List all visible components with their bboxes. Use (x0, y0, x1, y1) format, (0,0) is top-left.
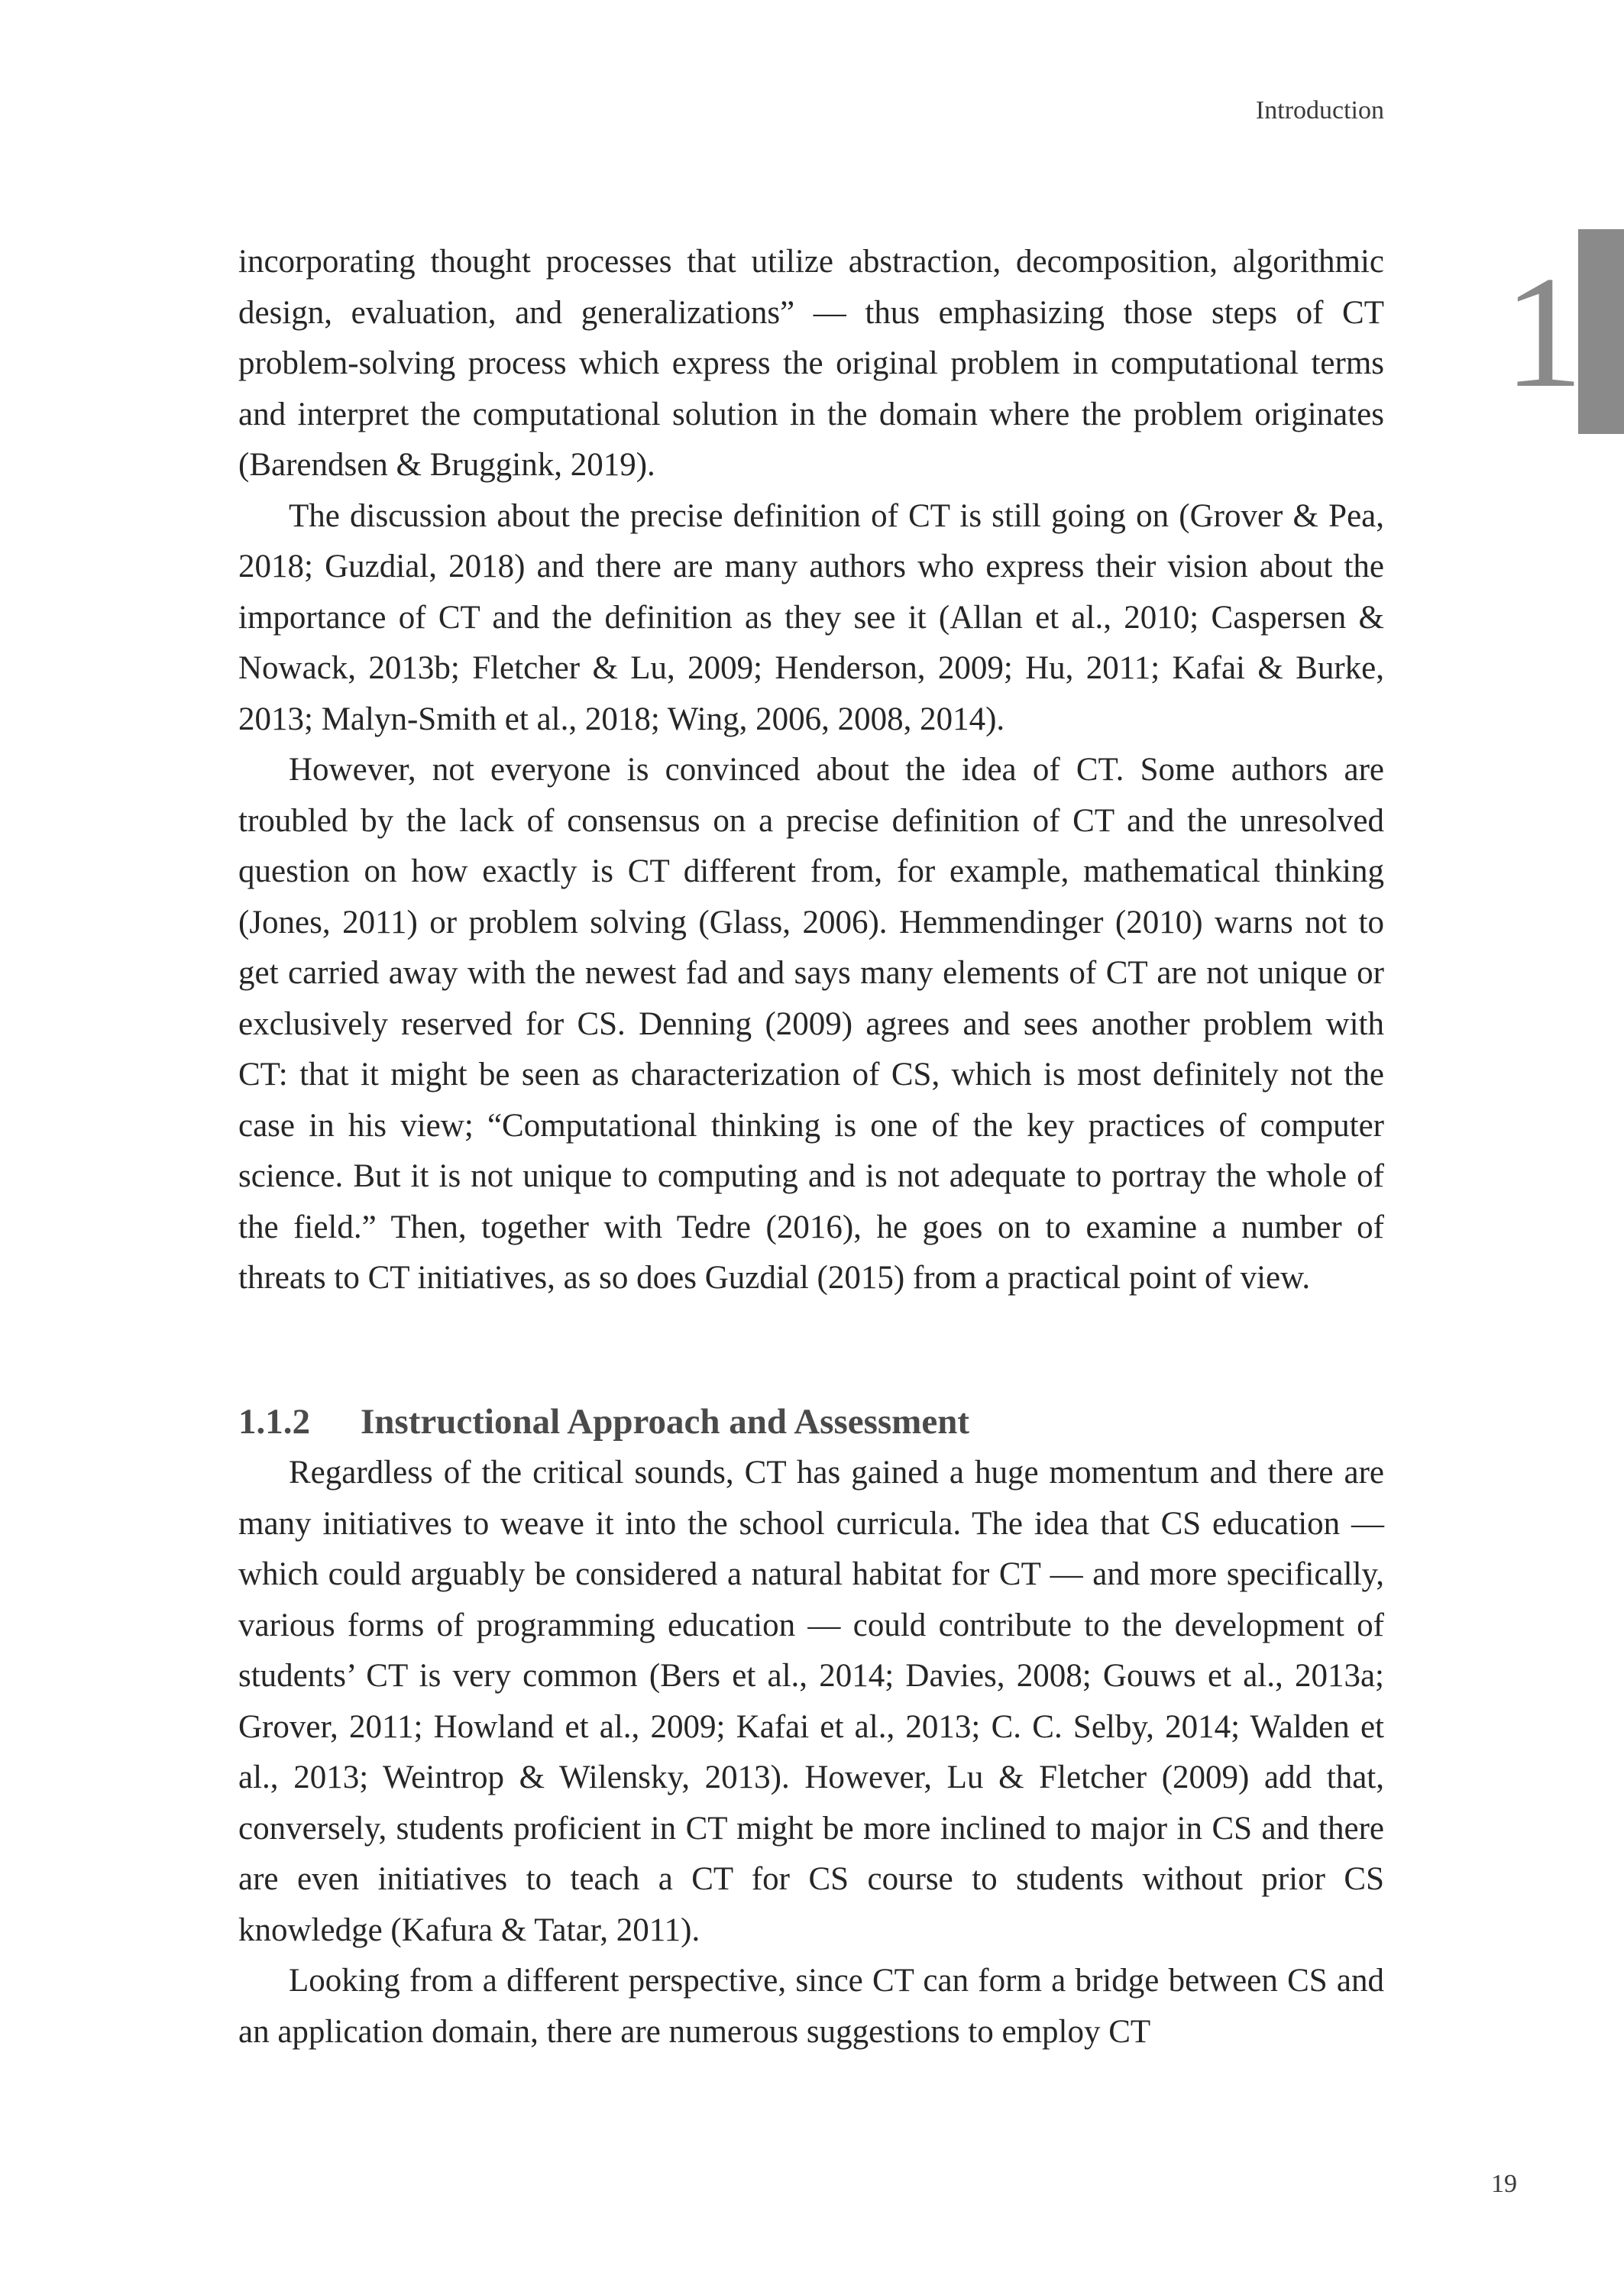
page-number: 19 (1491, 2170, 1517, 2198)
section-title: Instructional Approach and Assessment (361, 1402, 969, 1442)
running-head: Introduction (1255, 96, 1384, 125)
paragraph: Regardless of the critical sounds, CT has gained a huge momentum and there are many initiatives to weave it into the school curricula. The idea that CS education — which could arguably be considered a natural habitat for CT — and more specifically, various forms of programming education — could contribute to the development of students’ CT is very common (Bers et al., 2014; Davies, 2008; Gouws et al., 2013a; Grover, 2011; Howland et al., 2009; Kafai et al., 2013; C. C. Selby, 2014; Walden et al., 2013; Weintrop & Wilensky, 2013). However, Lu & Fletcher (2009) add that, conversely, students proficient in CT might be more inclined to major in CS and there are even initiatives to teach a CT for CS course to students without prior CS knowledge (Kafura & Tatar, 2011). (238, 1455, 1384, 1948)
body-text (238, 237, 1384, 1304)
section-body-text (238, 1448, 1384, 2057)
chapter-number: 1 (1503, 244, 1584, 421)
paragraph: However, not everyone is convinced about the idea of CT. Some authors are troubled by the lack of consensus on a precise definition of CT and the unresolved question on how exactly is CT different from, for example, mathematical thinking (Jones, 2011) or problem solving (Glass, 2006). Hemmendinger (2010) warns not to get carried away with the newest fad and says many elements of CT are not unique or exclusively reserved for CS. Denning (2009) agrees and sees another problem with CT: that it might be seen as characterization of CS, which is most definitely not the case in his view; “Computational thinking is one of the key practices of computer science. But it is not unique to computing and is not adequate to portray the whole of the field.” Then, together with Tedre (2016), he goes on to examine a number of threats to CT initiatives, as so does Guzdial (2015) from a practical point of view. (238, 752, 1384, 1296)
paragraph: The discussion about the precise definition of CT is still going on (Grover & Pea, 2018; Guzdial, 2018) and there are many authors who express their vision about the importance of CT and the definition as they see it (Allan et al., 2010; Caspersen & Nowack, 2013b; Fletcher & Lu, 2009; Henderson, 2009; Hu, 2011; Kafai & Burke, 2013; Malyn-Smith et al., 2018; Wing, 2006, 2008, 2014). (238, 497, 1384, 737)
section-heading (238, 1397, 1384, 1447)
paragraph: Looking from a different perspective, since CT can form a bridge between CS and an application domain, there are numerous suggestions to employ CT (238, 1963, 1384, 2050)
section-number: 1.1.2 (238, 1402, 310, 1442)
paragraph: incorporating thought processes that utilize abstraction, decomposition, algorithmic design, evaluation, and generalizations” — thus emphasizing those steps of CT problem-solving process which express the original problem in computational terms and interpret the computational solution in the domain where the problem originates (Barendsen & Bruggink, 2019). (238, 244, 1384, 483)
chapter-thumb-tab (1578, 229, 1624, 434)
